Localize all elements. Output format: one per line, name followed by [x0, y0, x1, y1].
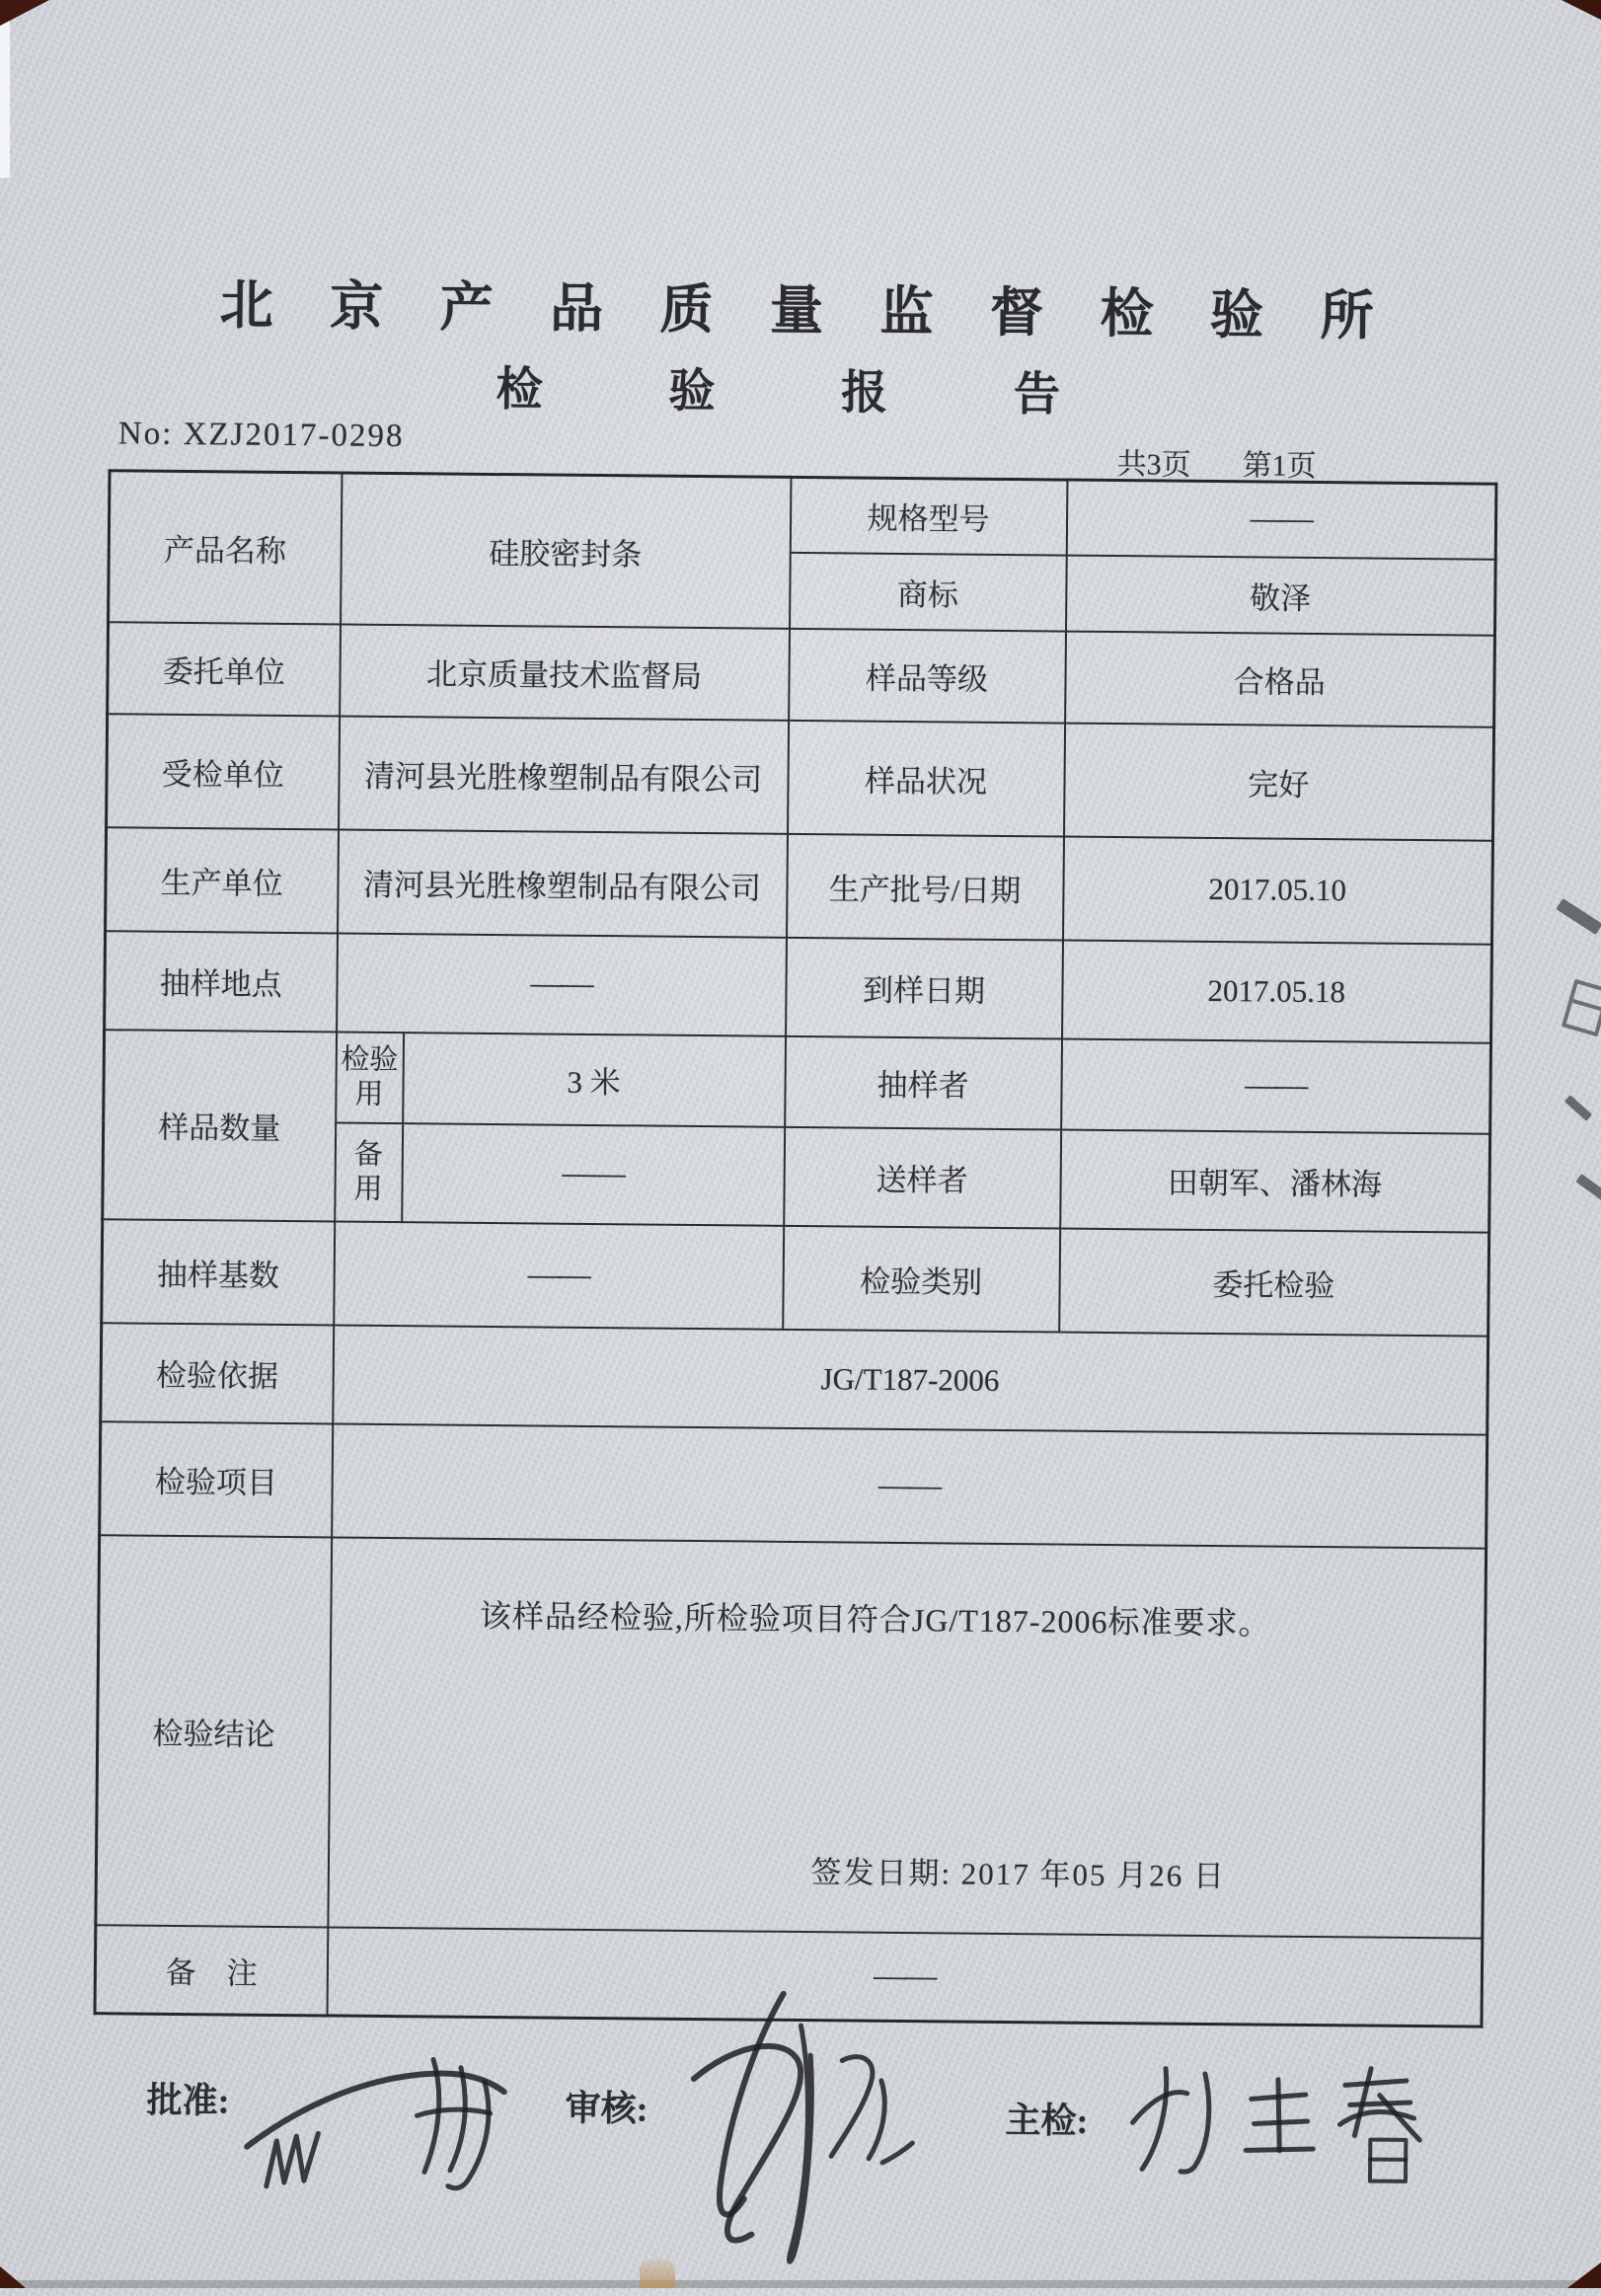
scan-corner-mark: [0, 0, 49, 26]
sampling-place-label: 抽样地点: [105, 931, 338, 1032]
sampler-value: ——: [1061, 1038, 1491, 1133]
table-row: [102, 1219, 1489, 1336]
sampling-base-label: 抽样基数: [102, 1219, 335, 1325]
inspected-unit-value: 清河县光胜橡塑制品有限公司: [339, 716, 789, 833]
trademark-value: 敬泽: [1066, 555, 1496, 635]
sample-condition-value: 完好: [1064, 723, 1494, 840]
trademark-label: 商标: [790, 552, 1067, 631]
manufacturer-value: 清河县光胜橡塑制品有限公司: [338, 829, 788, 937]
qty-for-test-label: 检验用: [336, 1032, 404, 1123]
review-label: 审核:: [565, 2088, 648, 2129]
sampling-place-value: ——: [337, 933, 787, 1035]
pages-total: 共3页: [1116, 448, 1191, 482]
scan-smudge: [640, 2258, 675, 2288]
scan-corner-mark: [0, 2266, 26, 2288]
sampler-label: 抽样者: [785, 1035, 1062, 1129]
sampling-base-value: ——: [334, 1221, 784, 1329]
chief-label: 主检:: [1005, 2101, 1089, 2141]
inspection-items-label: 检验项目: [100, 1421, 333, 1537]
review-signature: [633, 1984, 932, 2279]
batch-date-label: 生产批号/日期: [787, 833, 1064, 940]
qty-for-test-value: 3 米: [403, 1033, 786, 1127]
scan-edge-sliver: [0, 0, 10, 178]
table-row: [108, 622, 1495, 727]
product-name-value: 硅胶密封条: [341, 473, 791, 628]
report-title: 检 验 报 告: [496, 364, 1118, 422]
product-name-label: 产品名称: [109, 471, 342, 624]
inspection-category-value: 委托检验: [1059, 1228, 1489, 1336]
sample-quantity-label: 样品数量: [103, 1030, 337, 1221]
scan-corner-mark: [1562, 0, 1601, 20]
inspection-category-label: 检验类别: [783, 1225, 1060, 1332]
table-row: [104, 1030, 1491, 1133]
page-current: 第1页: [1242, 449, 1317, 483]
spec-model-label: 规格型号: [790, 477, 1067, 555]
sample-grade-label: 样品等级: [789, 628, 1066, 723]
approve-signature: [239, 2021, 517, 2216]
institute-title: 北 京 产 品 质 量 监 督 检 验 所: [219, 275, 1396, 346]
inspection-basis-label: 检验依据: [101, 1323, 334, 1423]
scan-corner-mark: [1567, 2262, 1601, 2288]
scan-bottom-strip: [0, 2280, 1601, 2288]
inspected-unit-label: 受检单位: [107, 714, 340, 829]
remarks-value: ——: [327, 1927, 1483, 2027]
sample-sender-label: 送样者: [784, 1126, 1061, 1228]
remarks-label: 备 注: [95, 1925, 328, 2016]
table-row: [100, 1421, 1487, 1548]
arrival-date-label: 到样日期: [786, 937, 1063, 1038]
qty-spare-label: 备用: [335, 1122, 403, 1222]
spec-model-value: ——: [1066, 480, 1496, 559]
sample-condition-label: 样品状况: [788, 720, 1065, 836]
conclusion-label: 检验结论: [96, 1535, 332, 1927]
table-row: [107, 714, 1494, 840]
manufacturer-label: 生产单位: [106, 827, 339, 933]
table-row: [106, 827, 1493, 944]
sample-grade-value: 合格品: [1065, 631, 1495, 727]
client-value: 北京质量技术监督局: [340, 624, 790, 720]
chief-signature: [1117, 2038, 1435, 2204]
batch-date-value: 2017.05.10: [1062, 836, 1492, 944]
sample-sender-value: 田朝军、潘林海: [1060, 1129, 1490, 1232]
table-row: [109, 471, 1496, 559]
conclusion-text: 该样品经检验,所检验项目符合JG/T187-2006标准要求。: [479, 1597, 1271, 1642]
table-row: [105, 931, 1492, 1042]
report-table: [93, 469, 1497, 2028]
approve-label: 批准:: [146, 2080, 230, 2121]
conclusion-cell: [328, 1537, 1487, 1938]
client-label: 委托单位: [108, 622, 341, 716]
table-row: [96, 1535, 1487, 1938]
inspection-basis-value: JG/T187-2006: [333, 1325, 1488, 1434]
report-number: No: XZJ2017-0298: [117, 416, 405, 455]
qty-spare-value: ——: [402, 1123, 785, 1226]
table-row: [101, 1323, 1488, 1434]
issue-date: 签发日期: 2017 年05 月26 日: [810, 1854, 1227, 1893]
arrival-date-value: 2017.05.18: [1062, 940, 1492, 1042]
inspection-items-value: ——: [332, 1423, 1487, 1548]
